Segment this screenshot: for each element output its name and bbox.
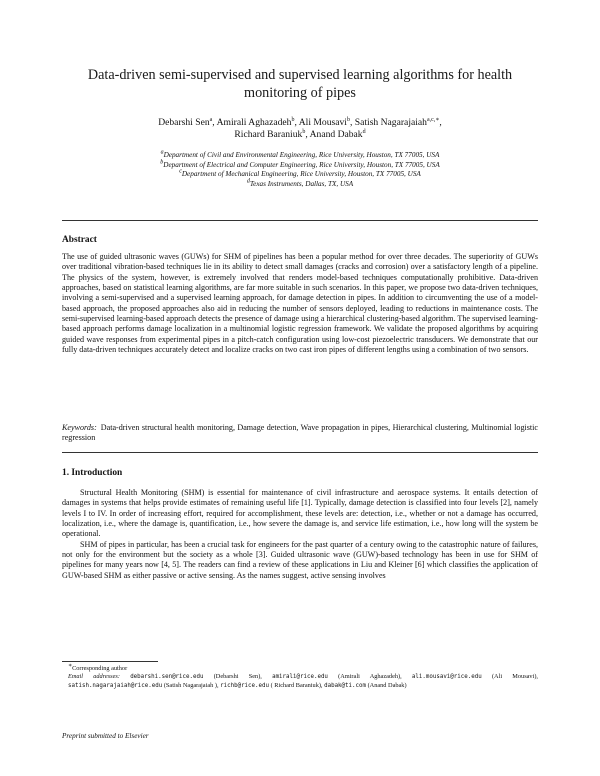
- footnote-rule: [62, 661, 158, 662]
- keywords: [62, 423, 538, 444]
- affiliation: [60, 170, 540, 180]
- affiliation-text: Texas Instruments, Dallas, TX, USA: [249, 179, 354, 188]
- footnote-emails: [62, 673, 538, 690]
- paragraph: SHM of pipes in particular, has been a crucial task for engineers for the past quarter of a century owing to the catastrophic nature of failures, not only for the environment but the society as a whole [3]. Guided ultrasonic wave (GUW)-based technology has been in use for SHM of pipelines for many years now [4, 5]. The readers can find a review of these applications in Liu and Kleiner [6] which classifies the application of GUW-based SHM as either passive or active sensing. As the names suggest, active sensing involves: [62, 539, 538, 580]
- author-name: Satish Nagarajaiah: [354, 117, 427, 128]
- email-link[interactable]: dabak@ti.com: [324, 682, 366, 689]
- author-name: Debarshi Sen: [158, 117, 210, 128]
- email-link[interactable]: satish.nagarajaiah@rice.edu: [68, 682, 163, 689]
- email-owner: ( Richard Baraniuk),: [270, 681, 325, 689]
- footnotes: [62, 662, 539, 690]
- author-name: Richard Baraniuk: [234, 129, 303, 140]
- author-name: Anand Dabak: [309, 129, 363, 140]
- paper-title: Data-driven semi-supervised and supervised learning algorithms for health monitoring of pipes: [87, 67, 513, 101]
- author: [217, 117, 299, 128]
- email-owner: (Amirali Aghazadeh),: [338, 673, 412, 681]
- author-mark: b: [346, 116, 350, 123]
- author-mark: a,c,∗: [426, 116, 440, 123]
- email-owner: (Ali Mousavi),: [491, 673, 539, 681]
- email-owner: (Anand Dabak): [367, 681, 407, 689]
- author-separator: ,: [439, 117, 442, 128]
- author-name: Ali Mousavi: [298, 117, 347, 128]
- author: [355, 117, 442, 128]
- affiliation: [60, 151, 540, 161]
- footnote-corresponding: [62, 662, 538, 673]
- affiliation-text: Department of Mechanical Engineering, Rice University, Houston, TX 77005, USA: [181, 170, 421, 178]
- affiliation-mark: d: [246, 178, 250, 185]
- keywords-text: Data-driven structural health monitoring, Damage detection, Wave propagation in pipes, Hierarchical clustering, Multinomial logistic regression: [62, 423, 538, 443]
- affiliation-mark: a: [160, 149, 164, 156]
- author-name: Amirali Aghazadeh: [216, 117, 292, 128]
- abstract-text: The use of guided ultrasonic waves (GUWs) for SHM of pipelines has been a popular method for over three decades. The superiority of GUWs over traditional vibration-based techniques lie in its ability to detect small damages (cracks and corrosion) over a satisfactory length of a pipeline. The physics of the system, however, is extremely involved that renders model-based techniques computationally prohibitive. Data-driven approaches, based on statistical learning algorithms, are far more suitable in such scenarios. In this paper, we propose two data-driven techniques, involving a semi-supervised and a supervised learning approach, for damage detection in pipes. In addition to circumventing the use of a model-based approach, the proposed approaches also aid in reducing the number of sensors deployed, leading to reductions in maintenance costs. The semi-supervised learning-based approach detects the presence of damage using a hierarchical clustering-based algorithm. The supervised learning-based approach performs damage localization in a multinomial logistic regression framework. We validate the proposed algorithms by acquiring guided wave responses from experimental pipes in a pitch-catch configuration using low-cost piezoelectric transducers. We demonstrate that our fully data-driven techniques accurately detect and localize cracks on two cast iron pipes of different lengths using a combination of two sensors.: [62, 252, 538, 355]
- preprint-note: Preprint submitted to Elsevier: [62, 732, 149, 740]
- author: [158, 117, 216, 128]
- email-link[interactable]: richb@rice.edu: [220, 682, 269, 689]
- author-mark: b: [291, 116, 295, 123]
- affiliation: [60, 161, 540, 171]
- author-separator: ,: [294, 117, 299, 128]
- author-separator: ,: [349, 117, 355, 128]
- affiliation-list: [60, 151, 540, 189]
- author-separator: ,: [212, 117, 217, 128]
- keywords-label: Keywords:: [62, 423, 97, 432]
- email-owner: (Satish Nagarajaiah ),: [163, 681, 221, 689]
- paragraph: Structural Health Monitoring (SHM) is essential for maintenance of civil infrastructure and aerospace systems. It entails detection of damages in systems that helps provide estimates of remaining useful life [1]. Typically, damage detection is classified into four levels [2], namely levels I to IV. In order of increasing effort, required for accomplishment, these levels are: detection, i.e., whether or not a damage has occurred, localization, i.e., where the damage is, quantification, i.e., how severe the damage is, and service life estimation, i.e., how long will the system be operational.: [62, 488, 538, 539]
- author-separator: ,: [305, 129, 310, 140]
- footnote-mark: ∗: [68, 662, 73, 669]
- intro-body: [62, 488, 538, 581]
- author-list: [60, 117, 540, 141]
- author: [234, 129, 309, 140]
- email-owner: (Debarshi Sen),: [213, 673, 273, 681]
- email-link[interactable]: debarshi.sen@rice.edu: [130, 674, 204, 681]
- author: [310, 129, 366, 140]
- email-label: Email addresses:: [68, 673, 120, 681]
- abstract-heading: Abstract: [62, 235, 97, 245]
- author-mark: a: [209, 116, 213, 123]
- footnote-corresponding-text: Corresponding author: [72, 665, 128, 672]
- affiliation-mark: c: [179, 168, 182, 175]
- abstract-bottom-rule: [62, 452, 538, 453]
- section-heading: 1. Introduction: [62, 468, 123, 478]
- affiliation-mark: b: [160, 159, 164, 166]
- author-mark: d: [362, 128, 366, 135]
- email-link[interactable]: amirali@rice.edu: [272, 674, 328, 681]
- affiliation-text: Department of Electrical and Computer Engineering, Rice University, Houston, TX 77005, USA: [163, 160, 440, 169]
- email-link[interactable]: ali.mousavi@rice.edu: [411, 674, 482, 681]
- author-mark: b: [302, 128, 306, 135]
- affiliation-text: Department of Civil and Environmental Engineering, Rice University, Houston, TX 77005, USA: [163, 151, 440, 159]
- affiliation: [60, 180, 540, 190]
- abstract-top-rule: [62, 220, 538, 221]
- author: [299, 117, 355, 128]
